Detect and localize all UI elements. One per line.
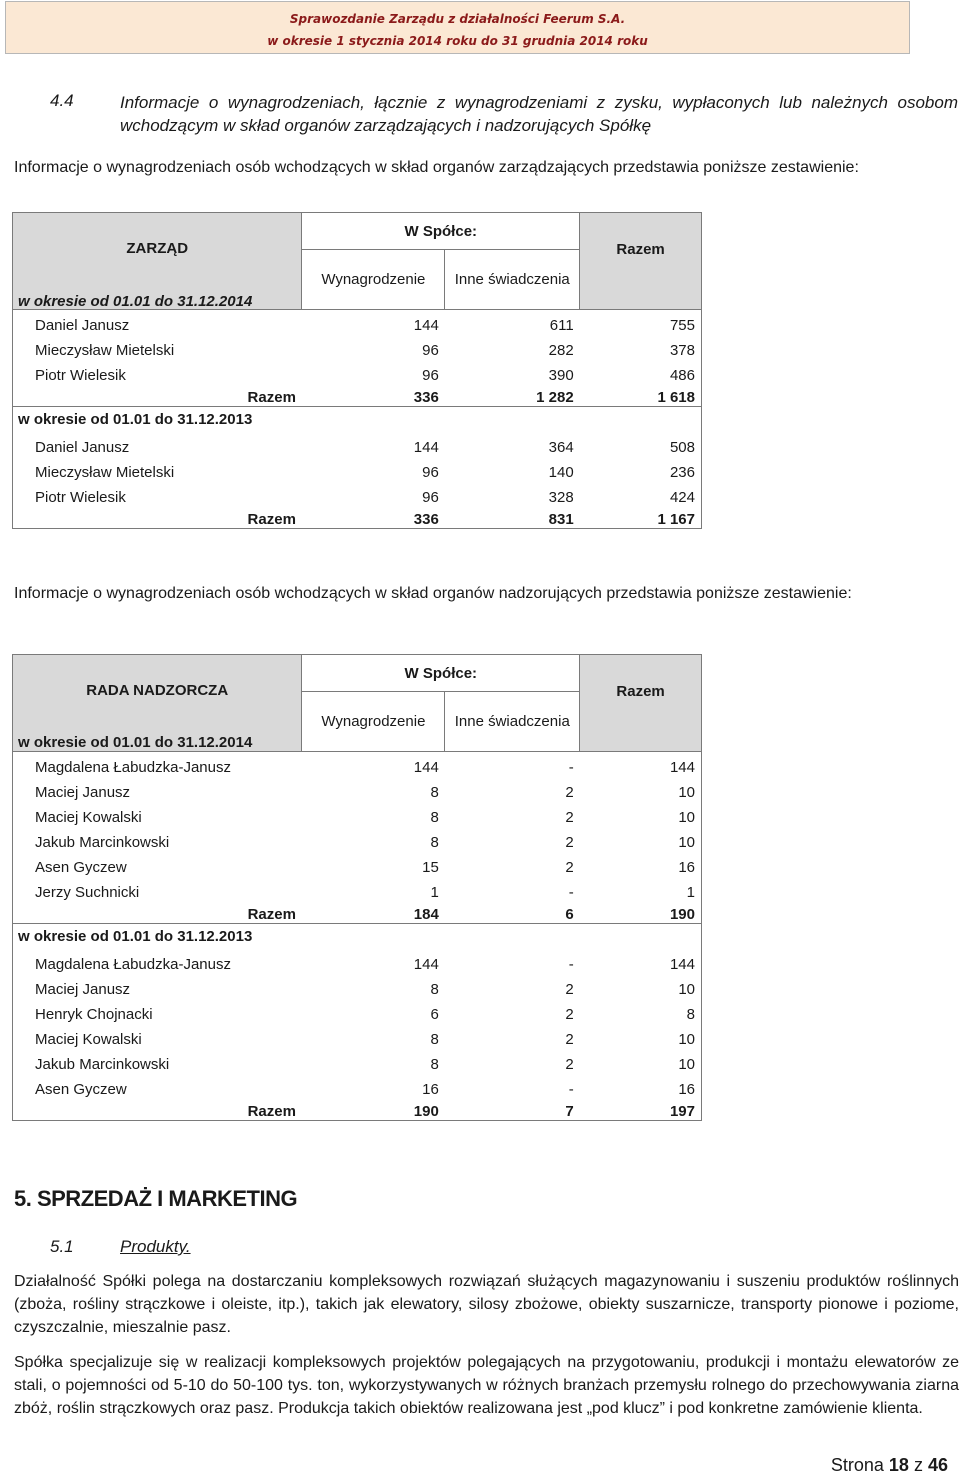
paragraph-products-2: Spółka specjalizuje się w realizacji kompleksowych projektów polegających na przygotowaniu, produkcji i montażu elewatorów ze stali, o pojemności od 5-10 do 50-100 tys. ton, wykorzystywanych w różnych branżach przemysłu rolnego do przechowywania ziarna zbóż, roślin strączkowych oraz pasz. Produkcja takich obiektów realizowana jest „pod klucz” i pod konkretne zamówienie klienta.: [14, 1354, 959, 1417]
rada-col-razem: Razem: [580, 655, 702, 752]
zarzad-2013-total-wyn: 336: [302, 507, 445, 529]
zarzad-2013-row-1-name: Mieczysław Mietelski: [13, 457, 302, 482]
rada-2014-row-2-inne: 2: [565, 809, 574, 826]
rada-2013-total-razem: 197: [580, 1099, 702, 1121]
zarzad-2014-row-1-razem: 378: [580, 335, 702, 360]
rada-2014-total-wyn: 184: [302, 902, 445, 924]
rada-2014-row-4-razem: 16: [580, 852, 702, 877]
zarzad-2014-total-label: Razem: [13, 385, 302, 407]
zarzad-2013-row-0-wyn: 144: [413, 439, 439, 456]
rada-2014-row-2-name: Maciej Kowalski: [13, 802, 302, 827]
rada-2013-row-2-wyn: 6: [430, 1006, 439, 1023]
rada-2013-row-5-wyn: 16: [422, 1081, 439, 1098]
rada-2013-row-1-wyn: 8: [430, 981, 439, 998]
rada-2014-row-0-name: Magdalena Łabudzka-Janusz: [13, 752, 302, 778]
rada-2013-row-1-name: Maciej Janusz: [13, 974, 302, 999]
zarzad-header-cell: [13, 213, 302, 310]
rada-period-2013-label: w okresie od 01.01 do 31.12.2013: [13, 924, 302, 946]
paragraph-products-1: Działalność Spółki polega na dostarczaniu kompleksowych rozwiązań służących magazynowaniu i suszeniu produktów roślinnych (zboża, rośliny strączkowe i oleiste, itp.), takich jak elewatory, silosy zbożowe, obiekty suszarnicze, transporty pionowe i poziome, czyszczalnie, mieszalnie pasz.: [14, 1273, 959, 1336]
rada-2014-row-1-wyn: 8: [430, 784, 439, 801]
rada-2014-row-5-razem: 1: [580, 877, 702, 902]
rada-2013-row-0-name: Magdalena Łabudzka-Janusz: [13, 945, 302, 974]
rada-2013-row-3-wyn: 8: [430, 1031, 439, 1048]
section-4-4-title: Informacje o wynagrodzeniach, łącznie z wynagrodzeniami z zysku, wypłaconych lub należnych osobom wchodzącym w skład organów zarządzających i nadzorujących Spółkę: [120, 93, 958, 135]
rada-2014-row-0-razem: 144: [580, 752, 702, 778]
zarzad-2014-row-0-wyn: 144: [413, 317, 439, 334]
rada-2013-row-0-wyn: 144: [413, 956, 439, 973]
rada-col-inne: Inne świadczenia: [445, 692, 580, 752]
zarzad-org-label: ZARZĄD: [126, 240, 189, 257]
rada-table: [12, 654, 702, 1121]
rada-2014-row-3-razem: 10: [580, 827, 702, 852]
zarzad-col-razem: Razem: [580, 213, 702, 310]
zarzad-2013-total-label: Razem: [13, 507, 302, 529]
rada-2014-row-1-razem: 10: [580, 777, 702, 802]
intro-rada: Informacje o wynagrodzeniach osób wchodzących w skład organów nadzorujących przedstawia poniższe zestawienie:: [14, 585, 852, 602]
rada-2014-row-2-wyn: 8: [430, 809, 439, 826]
rada-2013-row-5-name: Asen Gyczew: [13, 1074, 302, 1099]
page-total: 46: [927, 1455, 948, 1475]
zarzad-period-2014-label: w okresie od 01.01 do 31.12.2014: [18, 293, 253, 310]
page-number: [831, 1455, 948, 1476]
page-sep: z: [913, 1455, 923, 1475]
rada-2014-row-0-inne: -: [568, 759, 574, 776]
intro-zarzad: Informacje o wynagrodzeniach osób wchodzących w skład organów zarządzających przedstawia poniższe zestawienie:: [14, 159, 859, 176]
rada-2014-row-4-inne: 2: [565, 859, 574, 876]
rada-2013-row-3-name: Maciej Kowalski: [13, 1024, 302, 1049]
document-header: [5, 1, 910, 54]
zarzad-2014-row-2-razem: 486: [580, 360, 702, 385]
rada-2013-row-0-inne: -: [568, 956, 574, 973]
zarzad-2013-total-inne: 831: [445, 507, 580, 529]
header-company-line: Sprawozdanie Zarządu z działalności Feerum S.A.: [289, 12, 626, 26]
zarzad-2014-total-inne: 1 282: [445, 385, 580, 407]
rada-header-cell: [13, 655, 302, 752]
zarzad-2014-row-0-inne: 611: [549, 317, 574, 334]
rada-2014-row-4-wyn: 15: [422, 859, 439, 876]
rada-col-wyn: Wynagrodzenie: [302, 692, 445, 752]
section-5-1-title: Produkty.: [120, 1237, 191, 1256]
rada-2013-row-3-inne: 2: [565, 1031, 574, 1048]
rada-2013-row-3-razem: 10: [580, 1024, 702, 1049]
zarzad-2014-total-wyn: 336: [302, 385, 445, 407]
rada-2014-row-1-inne: 2: [565, 784, 574, 801]
rada-2014-total-label: Razem: [13, 902, 302, 924]
rada-2014-total-razem: 190: [580, 902, 702, 924]
rada-2014-row-0-wyn: 144: [413, 759, 439, 776]
rada-2013-row-5-razem: 16: [580, 1074, 702, 1099]
zarzad-col-wyn: Wynagrodzenie: [302, 250, 445, 310]
zarzad-col-inne: Inne świadczenia: [445, 250, 580, 310]
zarzad-2014-row-2-name: Piotr Wielesik: [13, 360, 302, 385]
rada-2014-row-1-name: Maciej Janusz: [13, 777, 302, 802]
zarzad-2013-row-0-name: Daniel Janusz: [13, 428, 302, 457]
zarzad-2014-row-2-wyn: 96: [422, 367, 439, 384]
rada-2014-row-5-wyn: 1: [430, 884, 439, 901]
rada-2013-row-4-wyn: 8: [430, 1056, 439, 1073]
section-5-heading: 5. SPRZEDAŻ I MARKETING: [14, 1186, 298, 1211]
rada-2014-row-2-razem: 10: [580, 802, 702, 827]
rada-2013-row-1-razem: 10: [580, 974, 702, 999]
zarzad-2014-row-0-razem: 755: [580, 310, 702, 336]
zarzad-2013-row-2-wyn: 96: [422, 489, 439, 506]
rada-2013-row-4-inne: 2: [565, 1056, 574, 1073]
rada-org-label: RADA NADZORCZA: [86, 682, 229, 699]
rada-2013-total-inne: 7: [445, 1099, 580, 1121]
rada-2013-row-5-inne: -: [568, 1081, 574, 1098]
rada-2013-total-wyn: 190: [302, 1099, 445, 1121]
page-current: 18: [888, 1455, 909, 1475]
zarzad-2014-row-1-name: Mieczysław Mietelski: [13, 335, 302, 360]
rada-2014-row-3-name: Jakub Marcinkowski: [13, 827, 302, 852]
zarzad-2013-row-0-razem: 508: [580, 428, 702, 457]
zarzad-period-2013-label: w okresie od 01.01 do 31.12.2013: [13, 407, 302, 429]
zarzad-2013-row-2-razem: 424: [580, 482, 702, 507]
rada-period-2014-label: w okresie od 01.01 do 31.12.2014: [18, 734, 253, 751]
zarzad-2014-row-0-name: Daniel Janusz: [13, 310, 302, 336]
rada-2014-row-4-name: Asen Gyczew: [13, 852, 302, 877]
rada-2013-row-2-inne: 2: [565, 1006, 574, 1023]
zarzad-2013-row-2-name: Piotr Wielesik: [13, 482, 302, 507]
zarzad-2013-row-1-inne: 140: [548, 464, 574, 481]
zarzad-table: [12, 212, 702, 529]
page-prefix: Strona: [830, 1455, 884, 1475]
rada-2013-row-2-razem: 8: [580, 999, 702, 1024]
zarzad-group-header: W Spółce:: [302, 213, 580, 250]
rada-2013-row-2-name: Henryk Chojnacki: [13, 999, 302, 1024]
zarzad-2013-row-2-inne: 328: [548, 489, 574, 506]
rada-2014-row-5-name: Jerzy Suchnicki: [13, 877, 302, 902]
rada-2014-row-3-wyn: 8: [430, 834, 439, 851]
rada-2013-total-label: Razem: [13, 1099, 302, 1121]
rada-2014-row-5-inne: -: [568, 884, 574, 901]
zarzad-2014-row-1-wyn: 96: [422, 342, 439, 359]
zarzad-2013-total-razem: 1 167: [580, 507, 702, 529]
zarzad-2014-row-2-inne: 390: [548, 367, 574, 384]
zarzad-2013-row-0-inne: 364: [548, 439, 574, 456]
rada-2013-row-4-name: Jakub Marcinkowski: [13, 1049, 302, 1074]
zarzad-2014-row-1-inne: 282: [548, 342, 574, 359]
zarzad-2013-row-1-wyn: 96: [422, 464, 439, 481]
rada-2014-row-3-inne: 2: [565, 834, 574, 851]
rada-group-header: W Spółce:: [302, 655, 580, 692]
zarzad-2014-total-razem: 1 618: [580, 385, 702, 407]
section-4-4-number: 4.4: [50, 91, 74, 110]
rada-2013-row-4-razem: 10: [580, 1049, 702, 1074]
section-5-1-heading: [50, 1237, 191, 1257]
section-5-1-number: 5.1: [50, 1237, 74, 1256]
rada-2013-row-0-razem: 144: [580, 945, 702, 974]
header-period-line: w okresie 1 stycznia 2014 roku do 31 grudnia 2014 roku: [267, 34, 648, 48]
rada-2014-total-inne: 6: [445, 902, 580, 924]
zarzad-2013-row-1-razem: 236: [580, 457, 702, 482]
rada-2013-row-1-inne: 2: [565, 981, 574, 998]
